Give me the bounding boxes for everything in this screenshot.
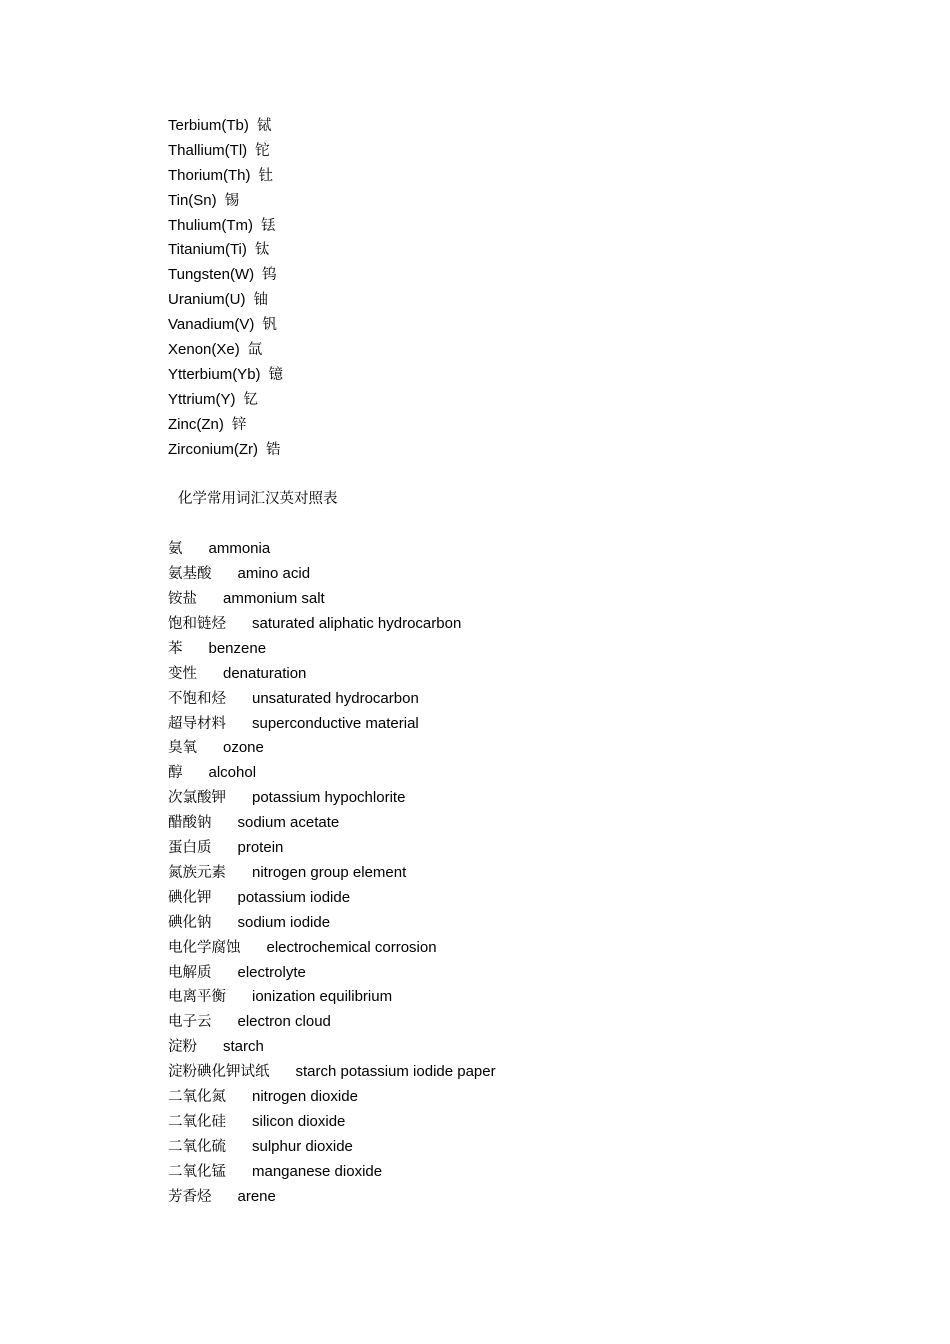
- vocab-chinese-term: 淀粉碘化钾试纸: [168, 1064, 270, 1081]
- vocab-chinese-term: 饱和链烃: [168, 616, 226, 633]
- vocab-english-term: unsaturated hydrocarbon: [252, 689, 419, 707]
- vocab-english-term: silicon dioxide: [252, 1112, 346, 1130]
- vocab-chinese-term: 臭氧: [168, 740, 197, 757]
- element-chinese-name: 氙: [247, 342, 263, 359]
- element-chinese-name: 铊: [255, 142, 270, 159]
- vocab-entry: [168, 537, 888, 562]
- vocab-entry: [168, 761, 888, 786]
- vocab-entry: [168, 1060, 888, 1085]
- vocab-chinese-term: 芳香烃: [168, 1188, 212, 1205]
- element-entry: [168, 313, 888, 338]
- blank-line: [168, 512, 888, 537]
- vocab-english-term: protein: [237, 839, 284, 857]
- element-english-name: Vanadium(V): [168, 316, 255, 334]
- vocab-entry: [168, 886, 888, 911]
- vocab-english-term: manganese dioxide: [252, 1162, 383, 1180]
- element-english-name: Ytterbium(Yb): [168, 365, 261, 383]
- vocab-entry: [168, 811, 888, 836]
- element-chinese-name: 锆: [266, 441, 281, 458]
- element-chinese-name: 钨: [262, 267, 277, 284]
- document-page: [168, 114, 888, 1209]
- vocab-english-term: superconductive material: [252, 714, 419, 732]
- element-entry: [168, 388, 888, 413]
- vocab-chinese-term: 次氯酸钾: [168, 790, 226, 807]
- vocab-english-term: potassium hypochlorite: [252, 789, 406, 807]
- element-english-name: Thallium(Tl): [168, 141, 248, 159]
- element-chinese-name: 锡: [224, 192, 240, 209]
- element-english-name: Zirconium(Zr): [168, 440, 258, 458]
- element-entry: [168, 114, 888, 139]
- vocab-entry: [168, 961, 888, 986]
- vocab-english-term: nitrogen dioxide: [252, 1087, 358, 1105]
- vocab-english-term: benzene: [208, 639, 267, 657]
- vocab-english-term: electrolyte: [237, 963, 306, 981]
- element-english-name: Thulium(Tm): [168, 216, 253, 234]
- vocab-entry: [168, 1135, 888, 1160]
- vocab-entry: [168, 1185, 888, 1210]
- vocab-chinese-term: 蛋白质: [168, 840, 212, 857]
- element-entry: [168, 189, 888, 214]
- element-chinese-name: 钍: [258, 167, 274, 184]
- element-entry: [168, 363, 888, 388]
- vocab-english-term: electrochemical corrosion: [266, 938, 437, 956]
- element-chinese-name: 钇: [243, 391, 258, 408]
- vocab-english-term: ammonium salt: [223, 590, 325, 608]
- vocab-entry: [168, 736, 888, 761]
- vocab-english-term: ozone: [223, 739, 264, 757]
- vocab-entry: [168, 1010, 888, 1035]
- vocab-entry: [168, 936, 888, 961]
- vocab-entry: [168, 712, 888, 737]
- vocab-chinese-term: 淀粉: [168, 1039, 197, 1056]
- element-entry: [168, 214, 888, 239]
- vocab-chinese-term: 碘化钾: [168, 889, 212, 906]
- vocab-chinese-term: 二氧化氮: [168, 1088, 226, 1105]
- vocab-chinese-term: 氨: [168, 541, 183, 558]
- vocab-entry: [168, 687, 888, 712]
- element-english-name: Tungsten(W): [168, 266, 255, 284]
- vocab-list: [168, 537, 888, 1209]
- vocab-english-term: amino acid: [237, 565, 311, 583]
- vocab-chinese-term: 氨基酸: [168, 566, 212, 583]
- vocab-heading: 化学常用词汇汉英对照表: [178, 491, 338, 508]
- vocab-english-term: saturated aliphatic hydrocarbon: [252, 615, 462, 633]
- vocab-chinese-term: 电解质: [168, 964, 212, 981]
- element-english-name: Uranium(U): [168, 291, 246, 309]
- vocab-entry: [168, 1035, 888, 1060]
- vocab-entry: [168, 637, 888, 662]
- vocab-english-term: nitrogen group element: [252, 863, 407, 881]
- vocab-entry: [168, 1110, 888, 1135]
- vocab-entry: [168, 587, 888, 612]
- vocab-chinese-term: 超导材料: [168, 715, 226, 732]
- vocab-chinese-term: 二氧化锰: [168, 1163, 226, 1180]
- element-entry: [168, 238, 888, 263]
- element-english-name: Terbium(Tb): [168, 117, 249, 134]
- vocab-entry: [168, 662, 888, 687]
- vocab-english-term: electron cloud: [237, 1013, 331, 1031]
- vocab-chinese-term: 二氧化硫: [168, 1138, 226, 1155]
- vocab-chinese-term: 电子云: [168, 1014, 212, 1031]
- element-chinese-name: 钛: [254, 242, 270, 259]
- vocab-chinese-term: 电离平衡: [168, 989, 226, 1006]
- vocab-entry: [168, 612, 888, 637]
- element-chinese-name: 镱: [268, 366, 284, 383]
- vocab-english-term: ionization equilibrium: [252, 988, 393, 1006]
- vocab-entry: [168, 911, 888, 936]
- vocab-english-term: alcohol: [208, 764, 257, 782]
- vocab-chinese-term: 铵盐: [168, 591, 197, 608]
- vocab-chinese-term: 氮族元素: [168, 864, 226, 881]
- vocab-english-term: denaturation: [223, 664, 307, 682]
- element-entry: [168, 288, 888, 313]
- element-entry: [168, 263, 888, 288]
- element-chinese-name: 铥: [261, 217, 276, 234]
- element-english-name: Xenon(Xe): [168, 341, 240, 359]
- vocab-entry: [168, 861, 888, 886]
- vocab-chinese-term: 二氧化硅: [168, 1113, 226, 1130]
- element-english-name: Tin(Sn): [168, 191, 217, 209]
- vocab-entry: [168, 562, 888, 587]
- vocab-entry: [168, 786, 888, 811]
- vocab-chinese-term: 变性: [168, 665, 197, 682]
- vocab-entry: [168, 836, 888, 861]
- vocab-english-term: arene: [237, 1187, 276, 1205]
- vocab-chinese-term: 醇: [168, 765, 183, 782]
- element-entry: [168, 413, 888, 438]
- vocab-entry: [168, 1160, 888, 1185]
- element-english-name: Thorium(Th): [168, 166, 251, 184]
- vocab-chinese-term: 不饱和烃: [168, 690, 226, 707]
- element-english-name: Titanium(Ti): [168, 241, 247, 259]
- element-english-name: Yttrium(Y): [168, 390, 236, 408]
- element-chinese-name: 钒: [262, 317, 277, 334]
- element-chinese-name: 锌: [231, 416, 247, 433]
- element-chinese-name: 铀: [253, 292, 269, 309]
- vocab-chinese-term: 醋酸钠: [168, 815, 212, 832]
- element-english-name: Zinc(Zn): [168, 415, 224, 433]
- vocab-english-term: sulphur dioxide: [252, 1137, 353, 1155]
- vocab-chinese-term: 苯: [168, 640, 183, 657]
- element-chinese-name: 铽: [256, 118, 272, 134]
- vocab-english-term: potassium iodide: [237, 888, 351, 906]
- element-entry: [168, 438, 888, 463]
- element-entry: [168, 139, 888, 164]
- element-entry: [168, 338, 888, 363]
- vocab-english-term: starch potassium iodide paper: [295, 1063, 496, 1081]
- vocab-chinese-term: 电化学腐蚀: [168, 939, 241, 956]
- vocab-english-term: sodium acetate: [237, 814, 340, 832]
- element-list: [168, 114, 888, 462]
- vocab-entry: [168, 1085, 888, 1110]
- vocab-chinese-term: 碘化钠: [168, 914, 212, 931]
- vocab-english-term: ammonia: [208, 540, 271, 558]
- vocab-english-term: sodium iodide: [237, 913, 331, 931]
- vocab-english-term: starch: [223, 1038, 264, 1056]
- element-entry: [168, 164, 888, 189]
- vocab-entry: [168, 985, 888, 1010]
